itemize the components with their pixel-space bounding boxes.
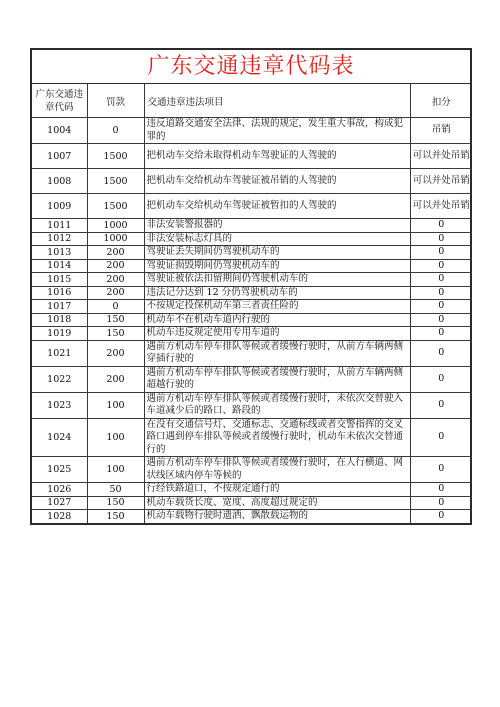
cell-violation: 非法安装警报器的 [144, 219, 410, 233]
violation-code-sheet [30, 48, 472, 525]
cell-code: 1011 [32, 219, 87, 233]
cell-points: 0 [410, 327, 472, 341]
table-row [32, 219, 472, 233]
cell-violation: 行经铁路道口，不按规定通行的 [144, 483, 410, 497]
cell-code: 1018 [32, 313, 87, 327]
cell-fine: 200 [87, 340, 144, 366]
cell-points: 0 [410, 232, 472, 246]
cell-points: 0 [410, 392, 472, 418]
cell-fine: 200 [87, 259, 144, 273]
cell-code: 1022 [32, 366, 87, 392]
cell-code: 1014 [32, 259, 87, 273]
cell-violation: 在没有交通信号灯、交通标志、交通标线或者交警指挥的交叉路口遇到停车排队等候或者缓慢行驶时，机动车未依次交替通行的 [144, 418, 410, 457]
cell-violation: 机动车违反规定使用专用车道的 [144, 327, 410, 341]
table-row [32, 327, 472, 341]
cell-points: 0 [410, 313, 472, 327]
table-row [32, 510, 472, 523]
cell-code: 1021 [32, 340, 87, 366]
cell-points: 可以并处吊销 [410, 144, 472, 169]
cell-fine: 100 [87, 392, 144, 418]
cell-violation: 机动车载货长度、宽度、高度超过规定的 [144, 496, 410, 510]
cell-fine: 1500 [87, 144, 144, 169]
cell-code: 1009 [32, 194, 87, 219]
header-code: 广东交通违章代码 [32, 84, 87, 118]
cell-violation: 非法安装标志灯具的 [144, 232, 410, 246]
cell-violation: 机动车不在机动车道内行驶的 [144, 313, 410, 327]
cell-code: 1025 [32, 457, 87, 483]
cell-code: 1016 [32, 286, 87, 300]
cell-points: 0 [410, 246, 472, 260]
cell-violation: 不按规定投保机动车第三者责任险的 [144, 300, 410, 314]
table-row [32, 259, 472, 273]
cell-code: 1023 [32, 392, 87, 418]
cell-fine: 100 [87, 457, 144, 483]
table-row [32, 118, 472, 144]
table-body [32, 118, 472, 523]
table-row [32, 418, 472, 457]
cell-points: 0 [410, 259, 472, 273]
table-row [32, 144, 472, 169]
cell-points: 0 [410, 418, 472, 457]
cell-points: 0 [410, 483, 472, 497]
cell-violation: 遇前方机动车停车排队等候或者缓慢行驶时，从前方车辆两侧穿插行驶的 [144, 340, 410, 366]
cell-points: 0 [410, 300, 472, 314]
cell-code: 1015 [32, 273, 87, 287]
cell-code: 1027 [32, 496, 87, 510]
cell-code: 1008 [32, 169, 87, 194]
cell-points: 0 [410, 510, 472, 523]
table-row [32, 366, 472, 392]
cell-code: 1019 [32, 327, 87, 341]
cell-violation: 把机动车交给机动车驾驶证被暂扣的人驾驶的 [144, 194, 410, 219]
cell-fine: 200 [87, 246, 144, 260]
header-violation: 交通违章违法项目 [144, 84, 410, 118]
cell-fine: 1500 [87, 194, 144, 219]
cell-violation: 把机动车交给未取得机动车驾驶证的人驾驶的 [144, 144, 410, 169]
header-points: 扣分 [410, 84, 472, 118]
cell-code: 1026 [32, 483, 87, 497]
table-row [32, 286, 472, 300]
table-row [32, 313, 472, 327]
cell-fine: 150 [87, 510, 144, 523]
cell-points: 0 [410, 496, 472, 510]
cell-code: 1017 [32, 300, 87, 314]
cell-points: 吊销 [410, 118, 472, 144]
header-row [32, 84, 472, 118]
cell-fine: 200 [87, 286, 144, 300]
table-row [32, 232, 472, 246]
cell-code: 1013 [32, 246, 87, 260]
cell-points: 0 [410, 340, 472, 366]
table-row [32, 483, 472, 497]
sheet-title: 广东交通违章代码表 [32, 50, 470, 84]
table-row [32, 457, 472, 483]
table-row [32, 194, 472, 219]
cell-violation: 遇前方机动车停车排队等候或者缓慢行驶时，未依次交替驶入车道减少后的路口、路段的 [144, 392, 410, 418]
cell-violation: 驾驶证损毁期间仍驾驶机动车的 [144, 259, 410, 273]
cell-fine: 200 [87, 366, 144, 392]
cell-points: 可以并处吊销 [410, 194, 472, 219]
header-fine: 罚款 [87, 84, 144, 118]
cell-violation: 遇前方机动车停车排队等候或者缓慢行驶时，从前方车辆两侧超越行驶的 [144, 366, 410, 392]
table-row [32, 273, 472, 287]
cell-points: 可以并处吊销 [410, 169, 472, 194]
cell-fine: 50 [87, 483, 144, 497]
cell-fine: 100 [87, 418, 144, 457]
cell-fine: 150 [87, 496, 144, 510]
table-row [32, 496, 472, 510]
cell-violation: 遇前方机动车停车排队等候或者缓慢行驶时，在人行横道、网状线区域内停车等候的 [144, 457, 410, 483]
cell-code: 1007 [32, 144, 87, 169]
cell-points: 0 [410, 219, 472, 233]
table-row [32, 340, 472, 366]
cell-points: 0 [410, 366, 472, 392]
table-row [32, 392, 472, 418]
cell-violation: 违法记分达到 12 分仍驾驶机动车的 [144, 286, 410, 300]
cell-violation: 驾驶证被依法扣留期间仍驾驶机动车的 [144, 273, 410, 287]
cell-fine: 200 [87, 273, 144, 287]
cell-violation: 驾驶证丢失期间仍驾驶机动车的 [144, 246, 410, 260]
cell-points: 0 [410, 286, 472, 300]
cell-points: 0 [410, 273, 472, 287]
cell-points: 0 [410, 457, 472, 483]
table-row [32, 169, 472, 194]
cell-code: 1004 [32, 118, 87, 144]
cell-violation: 违反道路交通安全法律、法规的规定，发生重大事故，构成犯罪的 [144, 118, 410, 144]
cell-fine: 1500 [87, 169, 144, 194]
cell-violation: 机动车载物行驶时遗洒、飘散载运物的 [144, 510, 410, 523]
cell-fine: 150 [87, 327, 144, 341]
cell-fine: 1000 [87, 219, 144, 233]
violation-table [32, 84, 472, 523]
cell-fine: 0 [87, 118, 144, 144]
table-row [32, 300, 472, 314]
cell-fine: 1000 [87, 232, 144, 246]
cell-code: 1024 [32, 418, 87, 457]
cell-code: 1028 [32, 510, 87, 523]
table-row [32, 246, 472, 260]
cell-violation: 把机动车交给机动车驾驶证被吊销的人驾驶的 [144, 169, 410, 194]
cell-fine: 0 [87, 300, 144, 314]
cell-code: 1012 [32, 232, 87, 246]
cell-fine: 150 [87, 313, 144, 327]
